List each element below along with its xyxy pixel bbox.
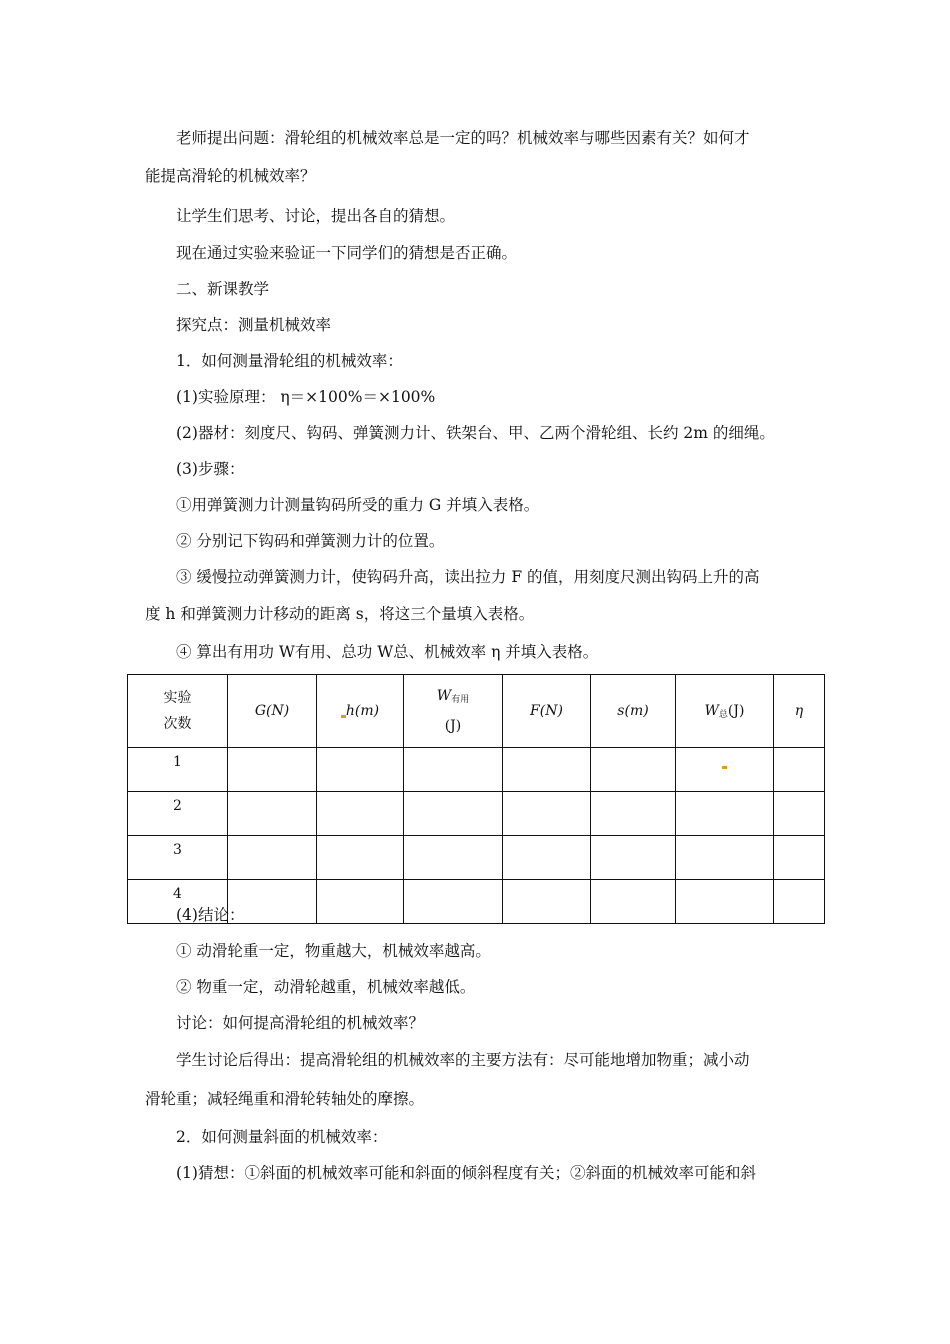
explore-point: 探究点：测量机械效率 [176,316,332,334]
header-trial: 实验 次数 [128,675,228,748]
step-3b: 度 h 和弹簧测力计移动的距离 s，将这三个量填入表格。 [145,605,535,623]
steps-heading: (3)步骤： [176,460,245,478]
item-1-heading: 1．如何测量滑轮组的机械效率： [176,352,403,370]
section-heading: 二、新课教学 [176,280,270,298]
trial-number: 2 [128,792,228,836]
header-gravity: G(N) [228,675,317,748]
header-distance: s(m) [591,675,676,748]
data-table [127,674,825,924]
step-4: ④ 算出有用功 W有用、总功 W总、机械效率 η 并填入表格。 [176,643,599,661]
discussion-answer-1: 学生讨论后得出：提高滑轮组的机械效率的主要方法有：尽可能地增加物重；减小动 [176,1051,750,1069]
discussion-answer-2: 滑轮重；减轻绳重和滑轮转轴处的摩擦。 [145,1090,425,1108]
trial-number: 4 [128,880,228,924]
table-row [128,748,825,792]
header-efficiency: η [774,675,825,748]
edit-mark-icon [722,766,727,769]
header-useful-work: $W_{有用}$ (J) [404,675,503,748]
step-1: ①用弹簧测力计测量钩码所受的重力 G 并填入表格。 [176,496,540,514]
hypothesis-line: (1)猜想：①斜面的机械效率可能和斜面的倾斜程度有关；②斜面的机械效率可能和斜 [176,1164,756,1182]
paragraph-question-2: 能提高滑轮的机械效率？ [145,167,316,185]
header-force: F(N) [503,675,591,748]
paragraph-verify: 现在通过实验来验证一下同学们的猜想是否正确。 [176,244,518,262]
equipment-line: (2)器材：刻度尺、钩码、弹簧测力计、铁架台、甲、乙两个滑轮组、长约 2m 的细绳。 [176,424,775,442]
table-row [128,792,825,836]
conclusion-2: ② 物重一定，动滑轮越重，机械效率越低。 [176,978,476,996]
paragraph-question-1: 老师提出问题：滑轮组的机械效率总是一定的吗？机械效率与哪些因素有关？如何才 [176,129,750,147]
paragraph-think: 让学生们思考、讨论，提出各自的猜想。 [176,207,456,225]
table-row [128,836,825,880]
conclusion-1: ① 动滑轮重一定，物重越大，机械效率越高。 [176,942,491,960]
discussion-question: 讨论：如何提高滑轮组的机械效率？ [176,1014,425,1032]
item-2-heading: 2．如何测量斜面的机械效率： [176,1128,388,1146]
trial-number: 3 [128,836,228,880]
conclusion-heading: (4)结论： [176,906,245,924]
trial-number: 1 [128,748,228,792]
step-2: ② 分别记下钩码和弹簧测力计的位置。 [176,532,445,550]
header-height: h(m) [317,675,404,748]
principle-line: (1)实验原理： η＝×100%＝×100% [176,388,436,406]
step-3a: ③ 缓慢拉动弹簧测力计，使钩码升高，读出拉力 F 的值，用刻度尺测出钩码上升的高 [176,568,760,586]
table-header-row [128,675,825,748]
header-total-work: $W_总(J)$ [676,675,774,748]
